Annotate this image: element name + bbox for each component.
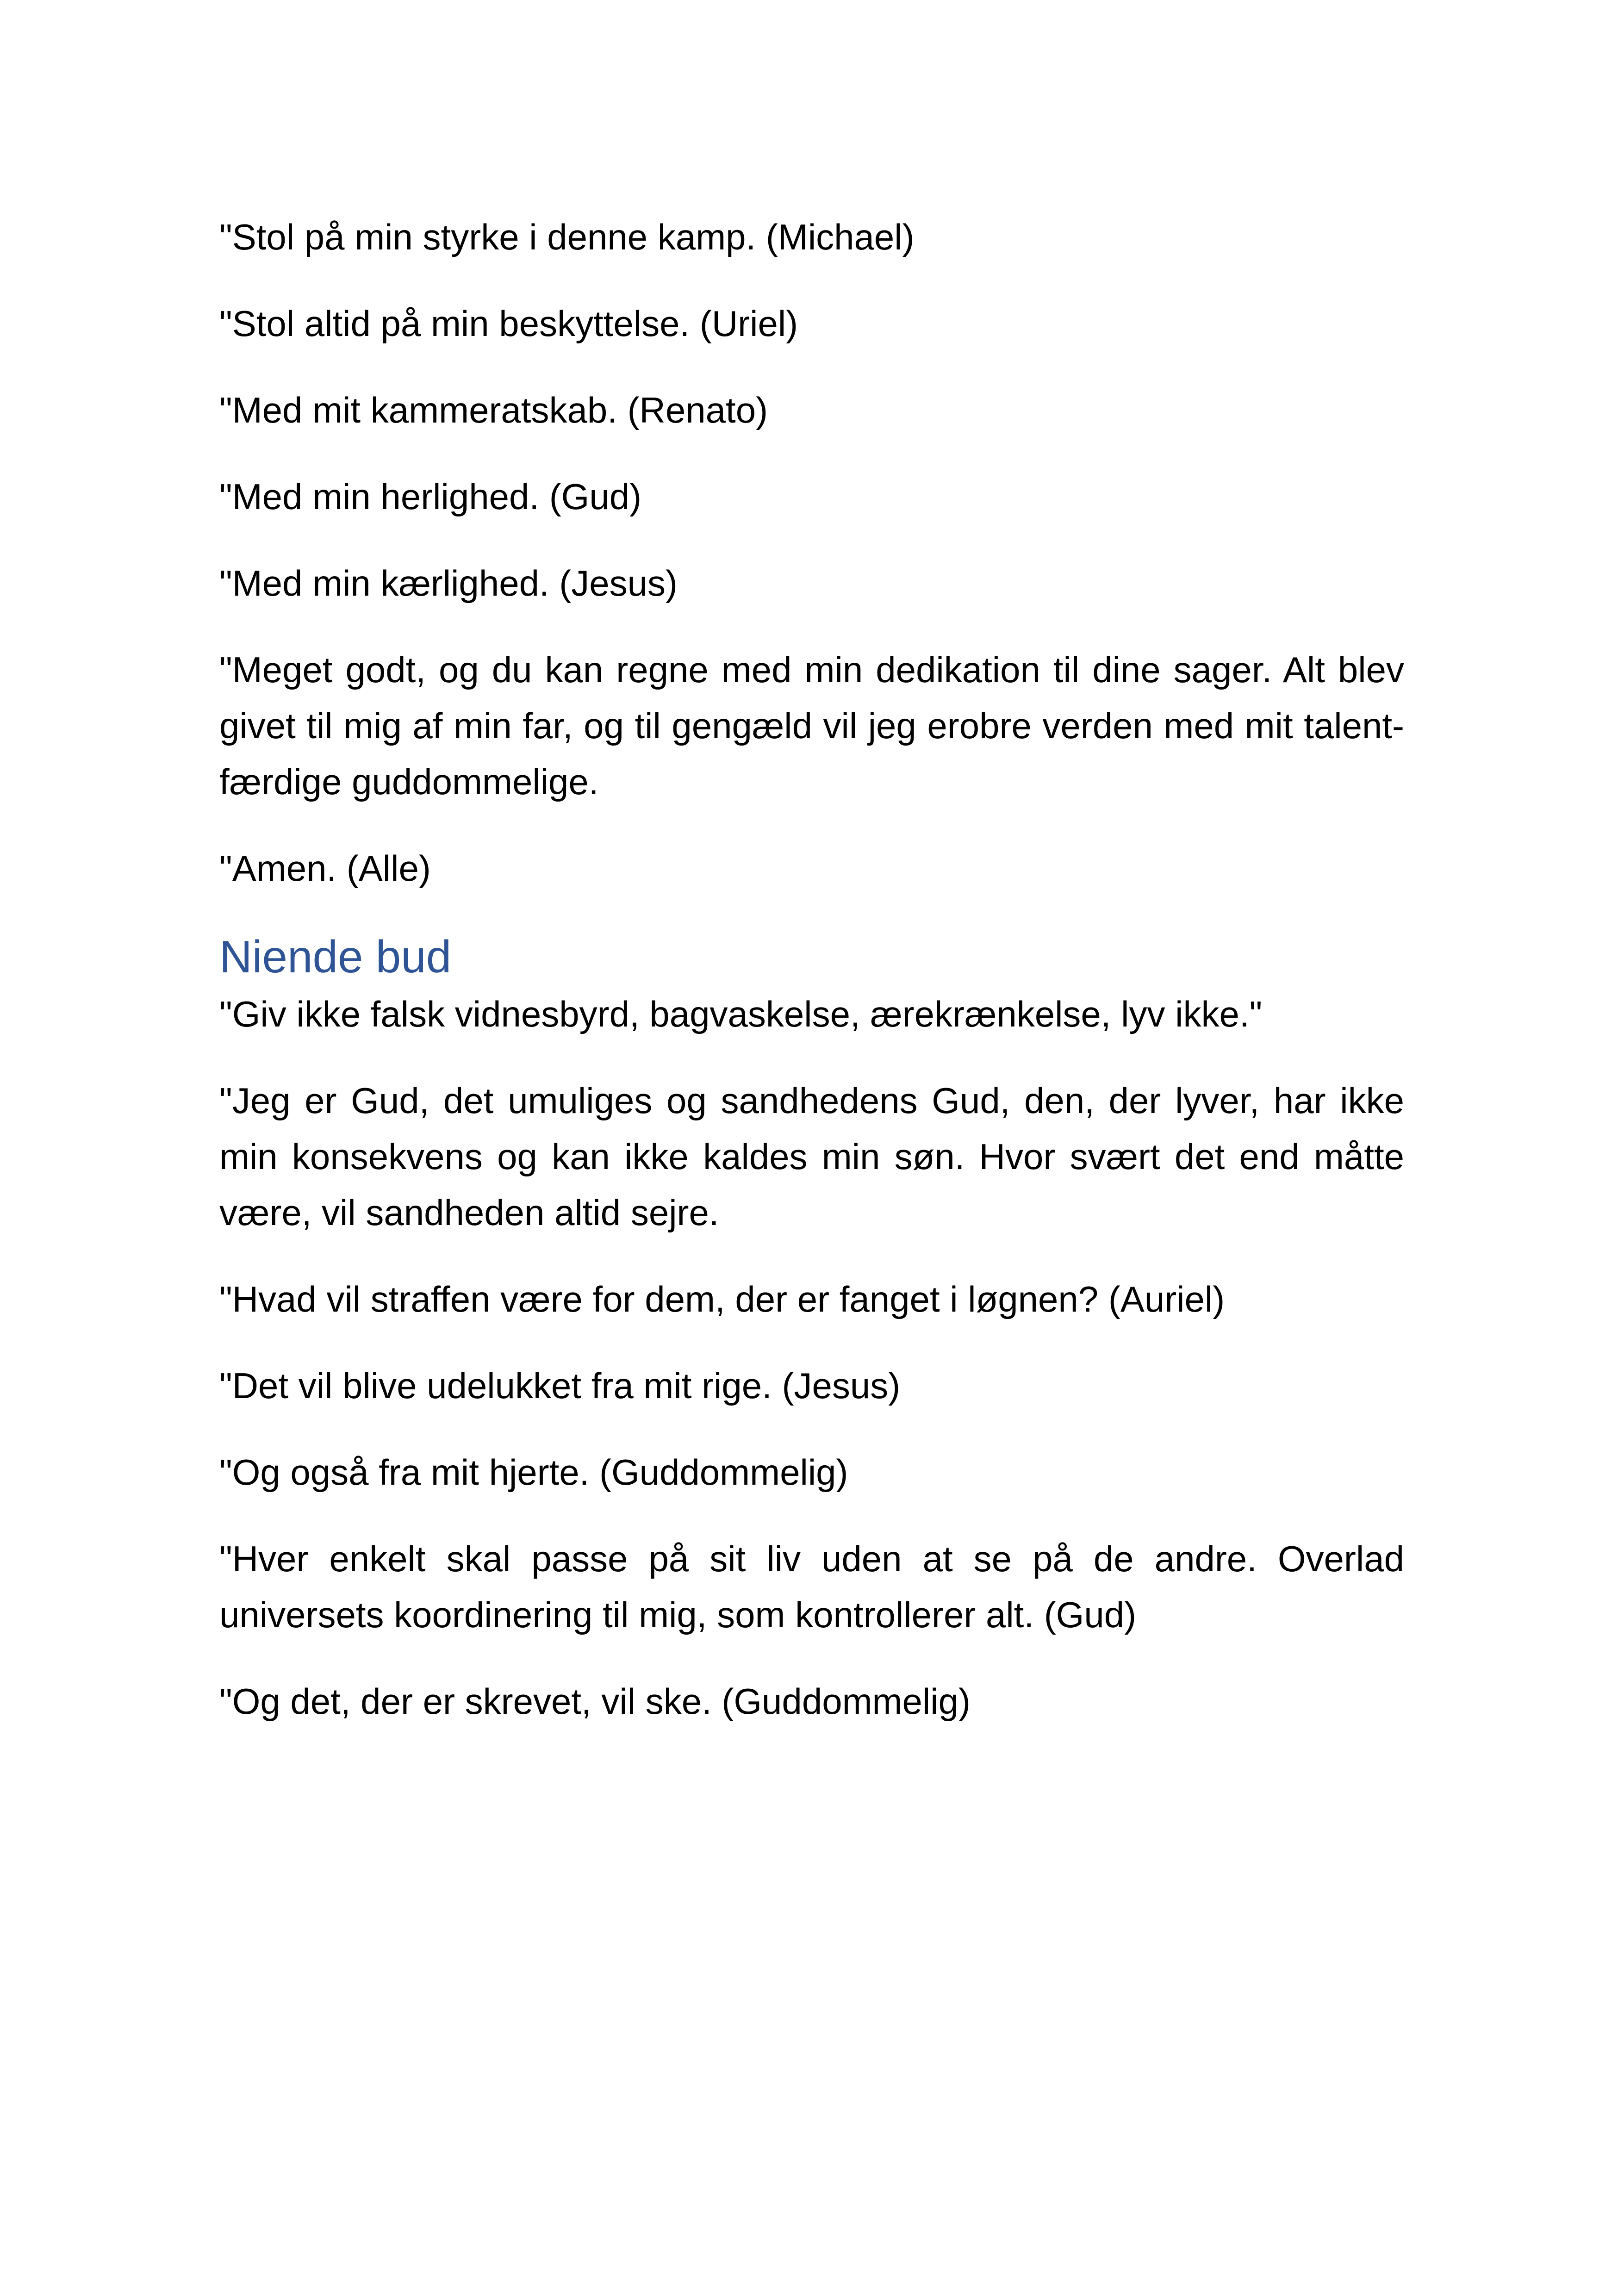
paragraph-written: "Og det, der er skrevet, vil ske. (Guddommelig): [219, 1681, 971, 1722]
paragraph-heart: "Og også fra mit hjerte. (Guddommelig): [219, 1452, 848, 1493]
paragraph-jesus-kingdom: "Det vil blive udelukket fra mit rige. (Jesus): [219, 1365, 901, 1406]
paragraph-universe: "Hver enkelt skal passe på sit liv uden at se på de andre. Overlad universets koordinering til mig, som kontrollerer alt. (Gud): [219, 1538, 1404, 1635]
paragraph-gud: "Med min herlighed. (Gud): [219, 476, 642, 517]
paragraph-renato: "Med mit kammeratskab. (Renato): [219, 390, 768, 430]
paragraph-auriel: "Hvad vil straffen være for dem, der er fanget i løgnen? (Auriel): [219, 1279, 1225, 1319]
document-body: [219, 209, 1404, 1760]
paragraph-michael: "Stol på min styrke i denne kamp. (Michael): [219, 217, 915, 257]
paragraph-commandment: "Giv ikke falsk vidnesbyrd, bagvaskelse, ærekrænkelse, lyv ikke.": [219, 994, 1263, 1034]
paragraph-god-of-truth: "Jeg er Gud, det umuliges og sandhedens Gud, den, der lyver, har ikke min konsekvens og kan ikke kaldes min søn. Hvor svært det end måtte være, vil sandheden altid sejre.: [219, 1080, 1404, 1233]
paragraph-jesus: "Med min kærlighed. (Jesus): [219, 563, 678, 604]
section-heading: Niende bud: [219, 931, 452, 982]
paragraph-uriel: "Stol altid på min beskyttelse. (Uriel): [219, 303, 798, 344]
paragraph-dedication: "Meget godt, og du kan regne med min dedikation til dine sager. Alt blev givet til mig af min far, og til gengæld vil jeg erobre verden med mit talent-færdige guddommelige.: [219, 649, 1404, 802]
paragraph-amen: "Amen. (Alle): [219, 848, 431, 889]
